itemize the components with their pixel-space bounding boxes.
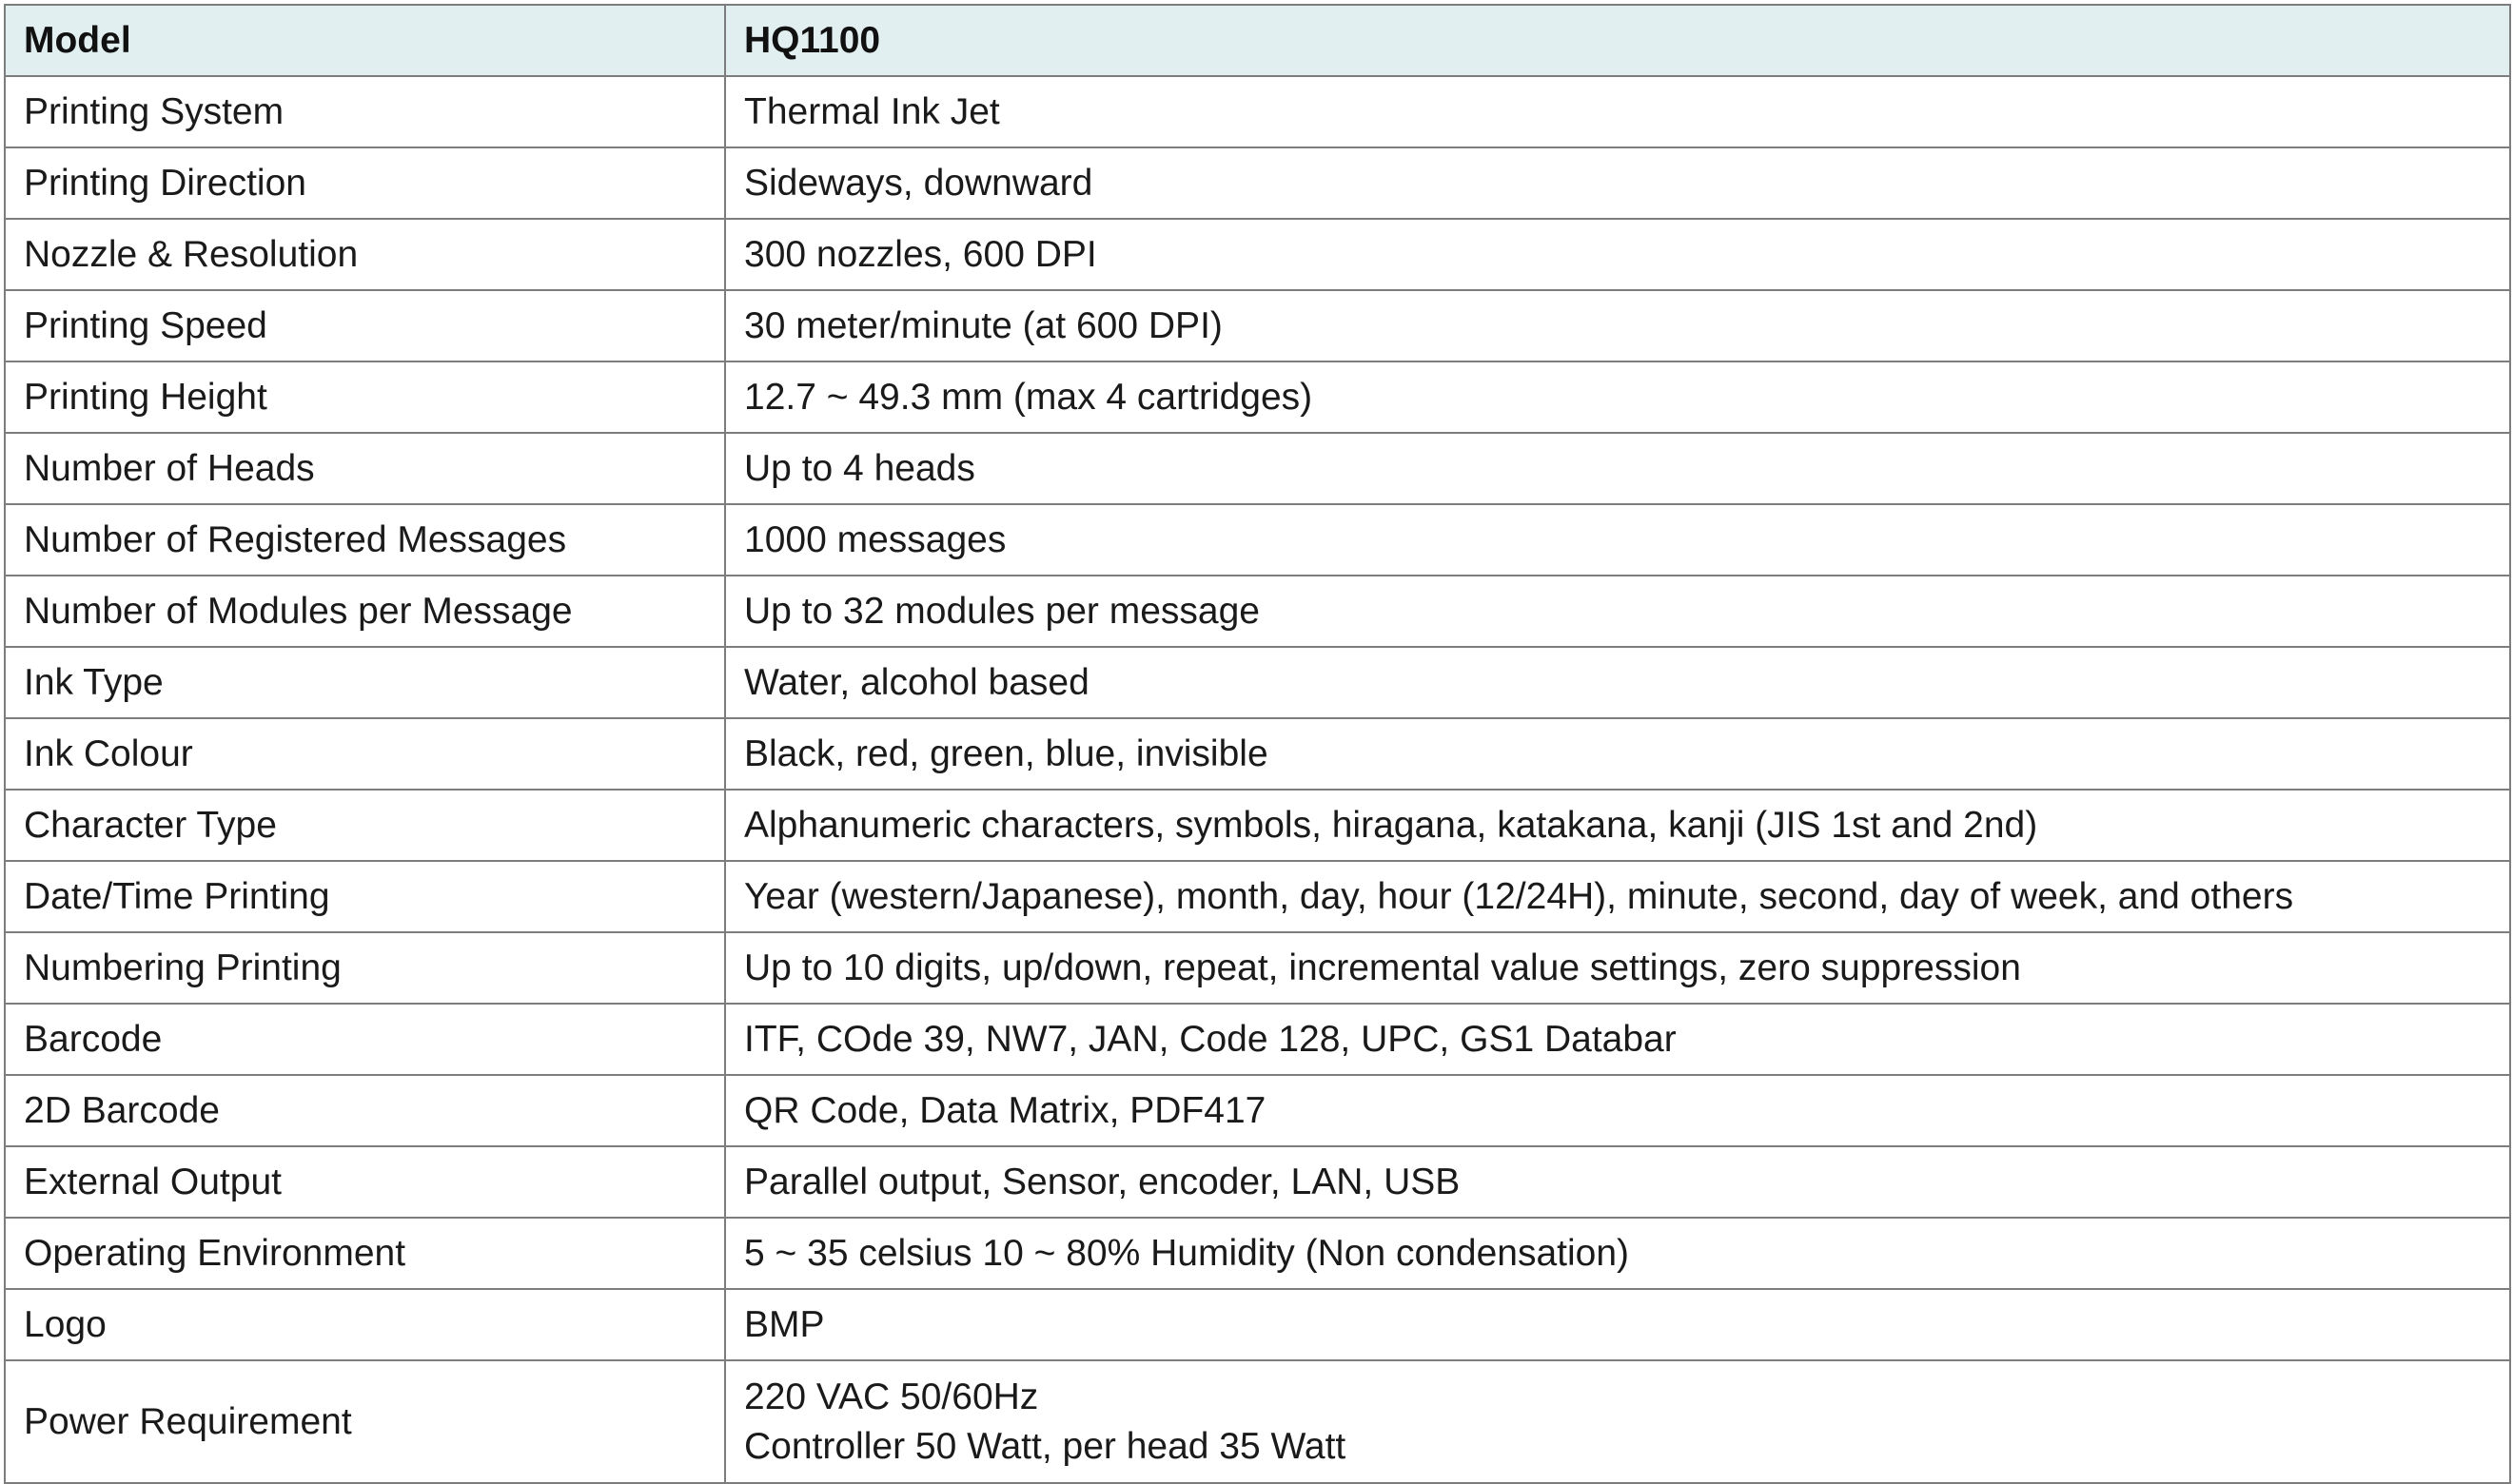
spec-value: Sideways, downward — [725, 147, 2510, 219]
spec-label: Number of Registered Messages — [5, 504, 725, 576]
spec-label: Operating Environment — [5, 1218, 725, 1289]
table-row — [5, 718, 2510, 790]
spec-label: Logo — [5, 1289, 725, 1360]
spec-label: Ink Colour — [5, 718, 725, 790]
table-row — [5, 790, 2510, 861]
header-label-cell: Model — [5, 5, 725, 76]
table-row — [5, 504, 2510, 576]
spec-value: Water, alcohol based — [725, 647, 2510, 718]
table-row — [5, 290, 2510, 361]
spec-value: Alphanumeric characters, symbols, hiragana, katakana, kanji (JIS 1st and 2nd) — [725, 790, 2510, 861]
spec-value: Up to 32 modules per message — [725, 576, 2510, 647]
table-row — [5, 647, 2510, 718]
table-row — [5, 932, 2510, 1004]
table-header-row — [5, 5, 2510, 76]
spec-value: QR Code, Data Matrix, PDF417 — [725, 1075, 2510, 1146]
spec-label: Printing Direction — [5, 147, 725, 219]
spec-label: Printing Height — [5, 361, 725, 433]
spec-value: 5 ~ 35 celsius 10 ~ 80% Humidity (Non condensation) — [725, 1218, 2510, 1289]
table-row — [5, 861, 2510, 932]
table-row-power — [5, 1360, 2510, 1483]
table-row — [5, 1218, 2510, 1289]
spec-value: Black, red, green, blue, invisible — [725, 718, 2510, 790]
spec-label: Number of Heads — [5, 433, 725, 504]
table-row — [5, 76, 2510, 147]
spec-label: Nozzle & Resolution — [5, 219, 725, 290]
spec-label: Barcode — [5, 1004, 725, 1075]
spec-label: Printing System — [5, 76, 725, 147]
spec-value: Year (western/Japanese), month, day, hour (12/24H), minute, second, day of week, and others — [725, 861, 2510, 932]
table-row — [5, 1289, 2510, 1360]
spec-value: Thermal Ink Jet — [725, 76, 2510, 147]
spec-label: 2D Barcode — [5, 1075, 725, 1146]
spec-label: Printing Speed — [5, 290, 725, 361]
power-line-wattage: Controller 50 Watt, per head 35 Watt — [744, 1425, 1346, 1467]
spec-label: Character Type — [5, 790, 725, 861]
spec-label: Power Requirement — [5, 1360, 725, 1483]
table-row — [5, 1075, 2510, 1146]
spec-value: 30 meter/minute (at 600 DPI) — [725, 290, 2510, 361]
spec-value: BMP — [725, 1289, 2510, 1360]
spec-value: Parallel output, Sensor, encoder, LAN, USB — [725, 1146, 2510, 1218]
table-row — [5, 219, 2510, 290]
power-line-voltage: 220 VAC 50/60Hz — [744, 1376, 1039, 1417]
spec-value-power — [725, 1360, 2510, 1483]
spec-table-body — [5, 76, 2510, 1483]
spec-label: External Output — [5, 1146, 725, 1218]
table-row — [5, 433, 2510, 504]
spec-value: Up to 10 digits, up/down, repeat, incremental value settings, zero suppression — [725, 932, 2510, 1004]
table-row — [5, 576, 2510, 647]
table-row — [5, 147, 2510, 219]
spec-value: Up to 4 heads — [725, 433, 2510, 504]
table-row — [5, 1004, 2510, 1075]
spec-value: ITF, COde 39, NW7, JAN, Code 128, UPC, GS1 Databar — [725, 1004, 2510, 1075]
table-row — [5, 1146, 2510, 1218]
spec-label: Number of Modules per Message — [5, 576, 725, 647]
table-row — [5, 361, 2510, 433]
spec-label: Numbering Printing — [5, 932, 725, 1004]
spec-value: 1000 messages — [725, 504, 2510, 576]
spec-table — [4, 4, 2511, 1484]
spec-value: 300 nozzles, 600 DPI — [725, 219, 2510, 290]
spec-label: Ink Type — [5, 647, 725, 718]
header-value-cell: HQ1100 — [725, 5, 2510, 76]
spec-value: 12.7 ~ 49.3 mm (max 4 cartridges) — [725, 361, 2510, 433]
spec-label: Date/Time Printing — [5, 861, 725, 932]
